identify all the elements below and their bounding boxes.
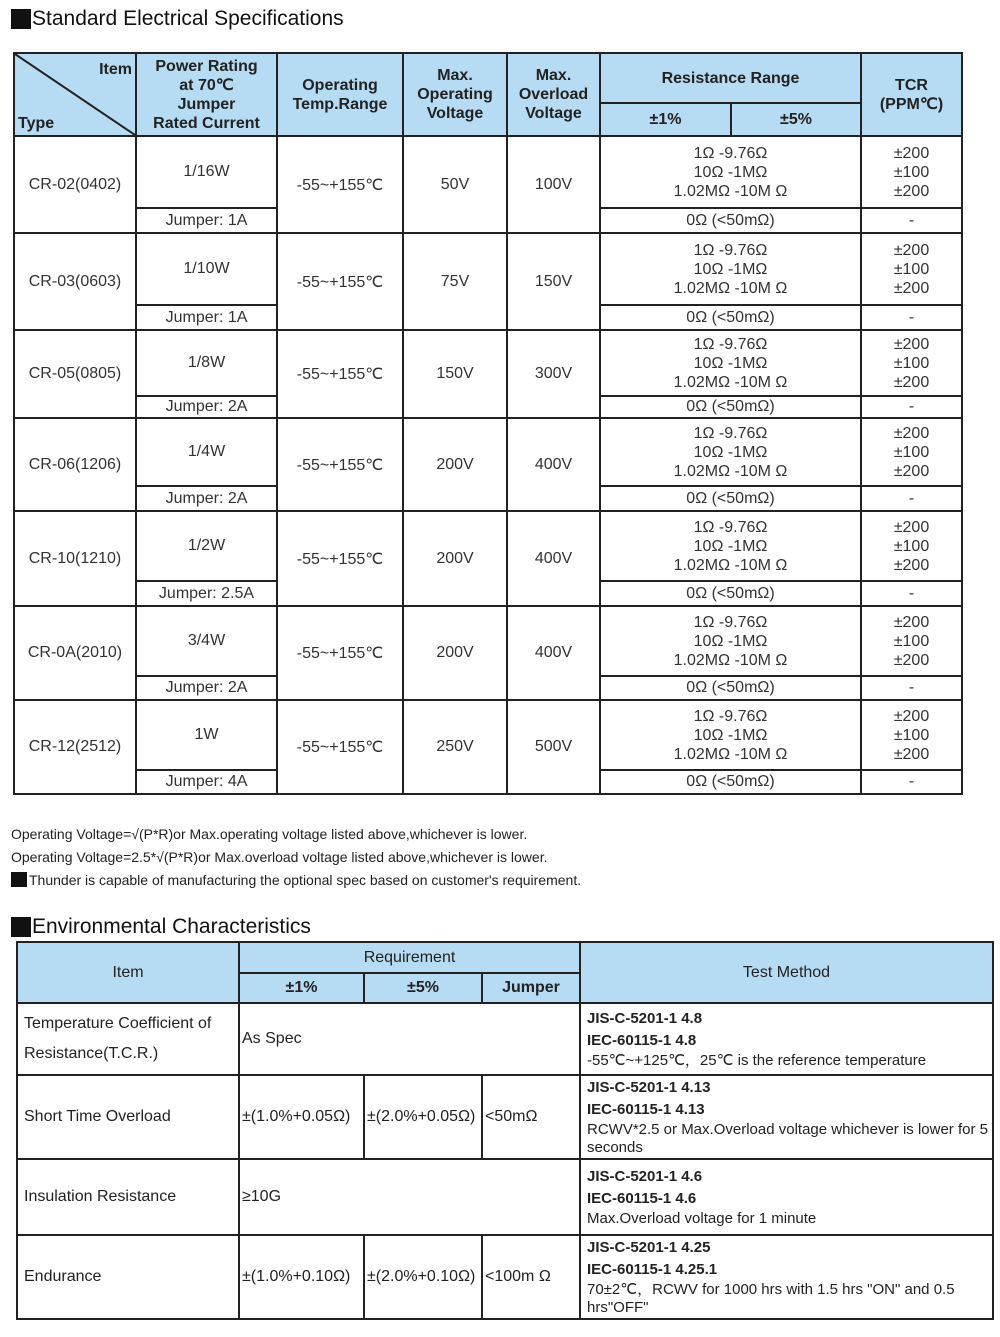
type-cell: CR-12(2512)	[14, 700, 136, 794]
type-cell: CR-02(0402)	[14, 136, 136, 233]
env-header-jumper: Jumper	[482, 973, 580, 1003]
resistance-range-cell: 1Ω -9.76Ω 10Ω -1MΩ 1.02MΩ -10M Ω	[600, 700, 861, 770]
tcr-cell: ±200 ±100 ±200	[861, 330, 962, 396]
spec-row	[14, 418, 962, 486]
jumper-resistance-cell: 0Ω (<50mΩ)	[600, 208, 861, 233]
square-bullet-icon	[11, 872, 27, 887]
power-cell: 3/4W	[136, 606, 277, 676]
temp-cell: -55~+155℃	[277, 418, 403, 511]
max-op-cell: 200V	[403, 418, 507, 511]
temp-cell: -55~+155℃	[277, 511, 403, 606]
env-item-cell: Insulation Resistance	[17, 1159, 239, 1235]
square-bullet-icon	[11, 917, 31, 937]
env-header-requirement: Requirement	[239, 942, 580, 973]
max-ov-cell: 100V	[507, 136, 600, 233]
max-ov-cell: 400V	[507, 511, 600, 606]
env-header-1pct: ±1%	[239, 973, 364, 1003]
jumper-resistance-cell: 0Ω (<50mΩ)	[600, 676, 861, 700]
max-op-cell: 75V	[403, 233, 507, 330]
max-ov-cell: 500V	[507, 700, 600, 794]
max-op-cell: 50V	[403, 136, 507, 233]
env-row	[17, 1075, 993, 1159]
req-5pct-cell: ±(2.0%+0.05Ω)	[364, 1075, 482, 1159]
header-temp-range: Operating Temp.Range	[277, 53, 403, 136]
spec-row	[14, 136, 962, 208]
env-item-cell: Short Time Overload	[17, 1075, 239, 1159]
spec-title-text: Standard Electrical Specifications	[32, 7, 344, 30]
power-cell: 1/16W	[136, 136, 277, 208]
max-op-cell: 150V	[403, 330, 507, 418]
power-cell: 1W	[136, 700, 277, 770]
requirement-cell: ≥10G	[239, 1159, 580, 1235]
env-row	[17, 1003, 993, 1075]
req-jumper-cell: <100m Ω	[482, 1235, 580, 1319]
jumper-tcr-cell: -	[861, 676, 962, 700]
environmental-table	[16, 941, 994, 1320]
note-1: Operating Voltage=√(P*R)or Max.operating voltage listed above,whichever is lower.	[11, 826, 528, 842]
resistance-range-cell: 1Ω -9.76Ω 10Ω -1MΩ 1.02MΩ -10M Ω	[600, 330, 861, 396]
resistance-range-cell: 1Ω -9.76Ω 10Ω -1MΩ 1.02MΩ -10M Ω	[600, 136, 861, 208]
temp-cell: -55~+155℃	[277, 700, 403, 794]
jumper-resistance-cell: 0Ω (<50mΩ)	[600, 305, 861, 330]
header-power: Power Rating at 70℃ Jumper Rated Current	[136, 53, 277, 136]
header-res-5pct: ±5%	[731, 103, 861, 136]
header-max-overload: Max. Overload Voltage	[507, 53, 600, 136]
jumper-resistance-cell: 0Ω (<50mΩ)	[600, 770, 861, 794]
req-1pct-cell: ±(1.0%+0.05Ω)	[239, 1075, 364, 1159]
note-3: Thunder is capable of manufacturing the optional spec based on customer's requirement.	[11, 869, 581, 892]
jumper-current-cell: Jumper: 4A	[136, 770, 277, 794]
spec-row	[14, 700, 962, 770]
jumper-tcr-cell: -	[861, 396, 962, 418]
env-header-item: Item	[17, 942, 239, 1003]
env-row	[17, 1235, 993, 1319]
jumper-current-cell: Jumper: 2A	[136, 676, 277, 700]
type-cell: CR-10(1210)	[14, 511, 136, 606]
header-tcr: TCR (PPM℃)	[861, 53, 962, 136]
test-method-cell: JIS-C-5201-1 4.6 IEC-60115-1 4.6 Max.Overload voltage for 1 minute	[580, 1159, 993, 1235]
env-item-cell: Temperature Coefficient of Resistance(T.C.R.)	[17, 1003, 239, 1075]
header-res-1pct: ±1%	[600, 103, 731, 136]
type-cell: CR-0A(2010)	[14, 606, 136, 700]
header-item-label: Item	[99, 61, 132, 78]
resistance-range-cell: 1Ω -9.76Ω 10Ω -1MΩ 1.02MΩ -10M Ω	[600, 418, 861, 486]
jumper-resistance-cell: 0Ω (<50mΩ)	[600, 581, 861, 606]
jumper-current-cell: Jumper: 2A	[136, 396, 277, 418]
jumper-resistance-cell: 0Ω (<50mΩ)	[600, 396, 861, 418]
temp-cell: -55~+155℃	[277, 606, 403, 700]
resistance-range-cell: 1Ω -9.76Ω 10Ω -1MΩ 1.02MΩ -10M Ω	[600, 511, 861, 581]
test-method-cell: JIS-C-5201-1 4.13 IEC-60115-1 4.13 RCWV*2.5 or Max.Overload voltage whichever is lower for 5 seconds	[580, 1075, 993, 1159]
spec-row	[14, 330, 962, 396]
resistance-range-cell: 1Ω -9.76Ω 10Ω -1MΩ 1.02MΩ -10M Ω	[600, 606, 861, 676]
spec-row	[14, 233, 962, 305]
env-title-text: Environmental Characteristics	[32, 915, 311, 938]
header-item-type	[14, 53, 136, 136]
test-method-cell: JIS-C-5201-1 4.25 IEC-60115-1 4.25.1 70±2℃，RCWV for 1000 hrs with 1.5 hrs "ON" and 0.5 hrs"OFF"	[580, 1235, 993, 1319]
tcr-cell: ±200 ±100 ±200	[861, 136, 962, 208]
spec-row	[14, 606, 962, 676]
tcr-cell: ±200 ±100 ±200	[861, 606, 962, 676]
max-ov-cell: 150V	[507, 233, 600, 330]
max-ov-cell: 400V	[507, 606, 600, 700]
req-jumper-cell: <50mΩ	[482, 1075, 580, 1159]
jumper-resistance-cell: 0Ω (<50mΩ)	[600, 486, 861, 511]
env-header-test: Test Method	[580, 942, 993, 1003]
temp-cell: -55~+155℃	[277, 330, 403, 418]
power-cell: 1/8W	[136, 330, 277, 396]
tcr-cell: ±200 ±100 ±200	[861, 418, 962, 486]
max-ov-cell: 400V	[507, 418, 600, 511]
temp-cell: -55~+155℃	[277, 233, 403, 330]
temp-cell: -55~+155℃	[277, 136, 403, 233]
header-max-operating: Max. Operating Voltage	[403, 53, 507, 136]
jumper-tcr-cell: -	[861, 581, 962, 606]
spec-row	[14, 511, 962, 581]
max-op-cell: 200V	[403, 606, 507, 700]
env-section-title	[11, 915, 311, 939]
resistance-range-cell: 1Ω -9.76Ω 10Ω -1MΩ 1.02MΩ -10M Ω	[600, 233, 861, 305]
test-method-cell: JIS-C-5201-1 4.8 IEC-60115-1 4.8 -55℃~+125℃，25℃ is the reference temperature	[580, 1003, 993, 1075]
notes	[11, 823, 581, 892]
max-op-cell: 250V	[403, 700, 507, 794]
type-cell: CR-03(0603)	[14, 233, 136, 330]
spec-section-title	[11, 7, 344, 31]
tcr-cell: ±200 ±100 ±200	[861, 700, 962, 770]
req-5pct-cell: ±(2.0%+0.10Ω)	[364, 1235, 482, 1319]
env-row	[17, 1159, 993, 1235]
env-header-5pct: ±5%	[364, 973, 482, 1003]
jumper-current-cell: Jumper: 2A	[136, 486, 277, 511]
env-item-cell: Endurance	[17, 1235, 239, 1319]
tcr-cell: ±200 ±100 ±200	[861, 511, 962, 581]
power-cell: 1/4W	[136, 418, 277, 486]
note-2: Operating Voltage=2.5*√(P*R)or Max.overload voltage listed above,whichever is lower.	[11, 849, 548, 865]
header-type-label: Type	[18, 115, 55, 132]
max-ov-cell: 300V	[507, 330, 600, 418]
power-cell: 1/10W	[136, 233, 277, 305]
power-cell: 1/2W	[136, 511, 277, 581]
type-cell: CR-05(0805)	[14, 330, 136, 418]
square-bullet-icon	[11, 9, 31, 29]
requirement-cell: As Spec	[239, 1003, 580, 1075]
max-op-cell: 200V	[403, 511, 507, 606]
jumper-tcr-cell: -	[861, 305, 962, 330]
header-resistance-range: Resistance Range	[600, 53, 861, 103]
req-1pct-cell: ±(1.0%+0.10Ω)	[239, 1235, 364, 1319]
jumper-current-cell: Jumper: 2.5A	[136, 581, 277, 606]
jumper-current-cell: Jumper: 1A	[136, 208, 277, 233]
jumper-current-cell: Jumper: 1A	[136, 305, 277, 330]
type-cell: CR-06(1206)	[14, 418, 136, 511]
jumper-tcr-cell: -	[861, 486, 962, 511]
electrical-spec-table	[13, 52, 963, 795]
tcr-cell: ±200 ±100 ±200	[861, 233, 962, 305]
jumper-tcr-cell: -	[861, 208, 962, 233]
jumper-tcr-cell: -	[861, 770, 962, 794]
